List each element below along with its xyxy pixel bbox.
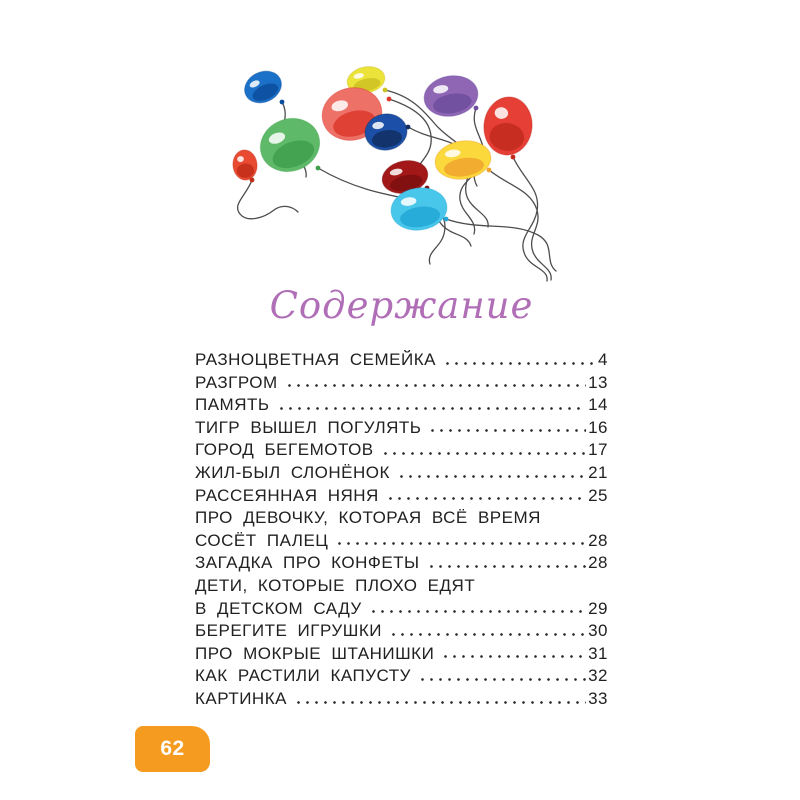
- toc-entry-page: 29: [588, 598, 608, 618]
- toc-entry-title: ГОРОД БЕГЕМОТОВ: [195, 440, 374, 460]
- toc-entry-page: 31: [588, 643, 608, 663]
- toc-entry-title: В ДЕТСКОМ САДУ: [195, 598, 362, 618]
- toc-entry-page: 30: [588, 621, 608, 641]
- toc-entry: [195, 349, 608, 372]
- toc-entry-page: 28: [588, 553, 608, 573]
- page-title: Содержание: [269, 284, 534, 327]
- toc-entry-page: 4: [598, 350, 608, 369]
- toc-entry: [195, 439, 608, 462]
- dot-leader: [418, 665, 586, 688]
- toc-entry-title: БЕРЕГИТЕ ИГРУШКИ: [195, 621, 382, 641]
- toc-entry: [195, 552, 608, 575]
- toc-entry: [195, 598, 608, 621]
- toc-entry-page: 17: [588, 440, 608, 460]
- toc-entry: [195, 575, 608, 598]
- toc-entry-title: КАК РАСТИЛИ КАПУСТУ: [195, 666, 411, 686]
- toc-entry: [195, 462, 608, 485]
- dot-leader: [386, 485, 586, 508]
- balloons-illustration: [180, 40, 620, 300]
- toc-entry-page: 28: [588, 530, 608, 550]
- toc-entry: [195, 507, 608, 530]
- toc-entry-page: 21: [588, 462, 608, 482]
- toc-entry-title: ПРО МОКРЫЕ ШТАНИШКИ: [195, 643, 435, 663]
- dot-leader: [335, 530, 586, 553]
- toc-entry-title: ТИГР ВЫШЕЛ ПОГУЛЯТЬ: [195, 417, 422, 437]
- dot-leader: [389, 620, 586, 643]
- toc-entry-title: ПРО ДЕВОЧКУ, КОТОРАЯ ВСЁ ВРЕМЯ: [195, 508, 541, 528]
- toc-entry-title: РАЗНОЦВЕТНАЯ СЕМЕЙКА: [195, 350, 436, 369]
- toc-entry: [195, 417, 608, 440]
- dot-leader: [294, 688, 586, 711]
- toc-entry-title: РАССЕЯННАЯ НЯНЯ: [195, 485, 379, 505]
- toc-entry-title: СОСЁТ ПАЛЕЦ: [195, 530, 329, 550]
- dot-leader: [428, 417, 586, 440]
- toc-entry-title: ЖИЛ-БЫЛ СЛОНЁНОК: [195, 462, 390, 482]
- dot-leader: [277, 394, 587, 417]
- toc-entry-title: ЗАГАДКА ПРО КОНФЕТЫ: [195, 553, 420, 573]
- dot-leader: [427, 552, 586, 575]
- toc-entry-title: ПАМЯТЬ: [195, 395, 270, 415]
- dot-leader: [397, 462, 586, 485]
- toc-entry-page: 33: [588, 688, 608, 708]
- toc-entry: [195, 372, 608, 395]
- dot-leader: [369, 598, 586, 621]
- dot-leader: [443, 349, 596, 372]
- toc-entry-title: КАРТИНКА: [195, 688, 287, 708]
- table-of-contents: [195, 349, 608, 711]
- dot-leader: [285, 372, 586, 395]
- toc-entry: [195, 688, 608, 711]
- toc-entry-page: 13: [588, 372, 608, 392]
- page-number-badge: [135, 726, 210, 772]
- dot-leader: [381, 439, 586, 462]
- dot-leader: [441, 643, 586, 666]
- toc-entry: [195, 485, 608, 508]
- toc-entry-page: 14: [588, 395, 608, 415]
- toc-entry-page: 32: [588, 666, 608, 686]
- toc-entry: [195, 394, 608, 417]
- toc-entry-page: 25: [588, 485, 608, 505]
- toc-entry: [195, 643, 608, 666]
- toc-entry: [195, 620, 608, 643]
- page-number: 62: [160, 737, 185, 760]
- toc-entry: [195, 665, 608, 688]
- toc-entry-page: 16: [588, 417, 608, 437]
- toc-entry-title: ДЕТИ, КОТОРЫЕ ПЛОХО ЕДЯТ: [195, 575, 476, 595]
- toc-entry-title: РАЗГРОМ: [195, 372, 278, 392]
- toc-entry: [195, 530, 608, 553]
